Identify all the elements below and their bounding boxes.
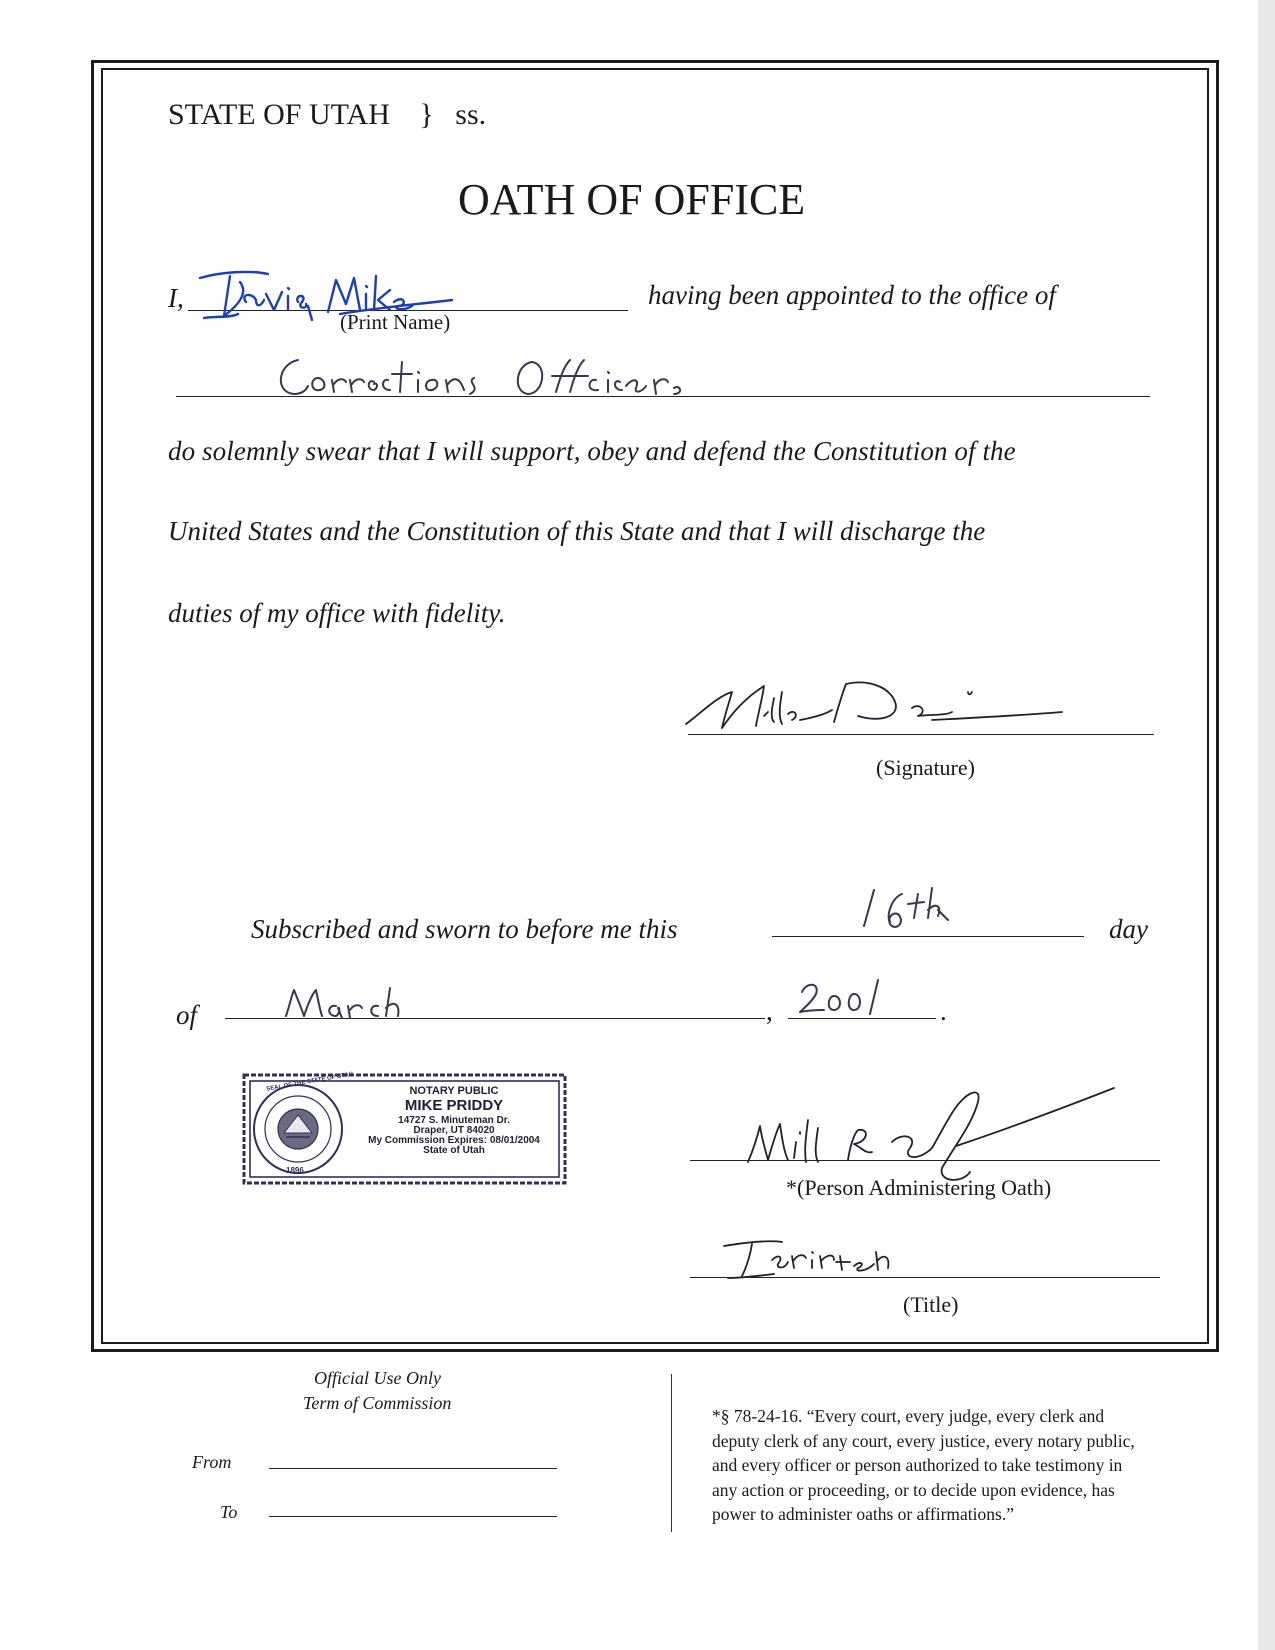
statute-footnote	[712, 1404, 1135, 1527]
officer-signature	[682, 672, 1082, 742]
stamp-line-1: NOTARY PUBLIC	[409, 1085, 499, 1097]
official-use-heading: Official Use Only	[314, 1368, 441, 1388]
ss-label: ss.	[455, 98, 487, 131]
to-line[interactable]	[269, 1516, 557, 1517]
year-handwriting	[796, 972, 906, 1020]
oath-body-line-3: duties of my office with fidelity.	[168, 598, 506, 628]
stamp-line-3: 14727 S. Minuteman Dr.	[398, 1115, 510, 1126]
year-value	[800, 985, 802, 986]
office-handwriting	[270, 348, 840, 408]
footnote-line-4: any action or proceeding, or to decide upon evidence, has	[712, 1479, 1115, 1500]
office-value	[270, 360, 278, 361]
title-label: (Title)	[903, 1292, 959, 1317]
stamp-line-4: Draper, UT 84020	[413, 1125, 495, 1136]
page-edge	[1258, 0, 1275, 1650]
to-label: To	[220, 1502, 238, 1522]
day-handwriting	[858, 880, 968, 938]
footnote-line-3: and every officer or person authorized to take testimony in	[712, 1455, 1123, 1475]
footnote-line-5: power to administer oaths or affirmations.”	[712, 1504, 1014, 1524]
notary-stamp	[242, 1073, 567, 1185]
from-label: From	[192, 1452, 232, 1472]
administering-label: *(Person Administering Oath)	[786, 1175, 1052, 1200]
comma: ,	[766, 996, 773, 1026]
brace: }	[419, 98, 434, 131]
oath-body-line-2: United States and the Constitution of this State and that I will discharge the	[168, 516, 986, 546]
page-title: OATH OF OFFICE	[458, 175, 806, 224]
title-handwriting	[718, 1234, 928, 1282]
state-heading	[168, 98, 486, 132]
footnote-line-2: deputy clerk of any court, every justice, every notary public,	[712, 1430, 1135, 1451]
section-divider	[671, 1374, 672, 1532]
month-value	[282, 990, 285, 991]
day-value	[860, 890, 862, 891]
month-handwriting	[280, 978, 460, 1022]
period: .	[940, 996, 947, 1026]
seal-year: 1896	[286, 1166, 304, 1175]
day-label: day	[1109, 914, 1148, 944]
print-name-value	[190, 270, 195, 271]
stamp-line-6: State of Utah	[423, 1145, 485, 1156]
stamp-text-block	[354, 1086, 554, 1156]
footnote-line-1: *§ 78-24-16. “Every court, every judge, every clerk and	[712, 1406, 1105, 1426]
term-of-commission-heading: Term of Commission	[303, 1393, 452, 1413]
stamp-line-5: My Commission Expires: 08/01/2004	[368, 1135, 540, 1146]
appointed-text: having been appointed to the office of	[648, 280, 1056, 310]
from-line[interactable]	[269, 1468, 557, 1469]
state-label: STATE OF UTAH	[168, 98, 390, 131]
seal-text: SEAL OF THE STATE OF UTAH	[265, 1071, 354, 1093]
of-label: of	[176, 1000, 198, 1030]
i-prefix: I,	[168, 283, 184, 313]
signature-label: (Signature)	[876, 755, 975, 780]
stamp-line-2: MIKE PRIDDY	[404, 1097, 504, 1114]
oath-body-line-1: do solemnly swear that I will support, obey and defend the Constitution of the	[168, 436, 1016, 466]
print-name-label: (Print Name)	[340, 310, 451, 334]
subscribed-text: Subscribed and sworn to before me this	[251, 914, 678, 944]
title-value	[720, 1245, 723, 1246]
